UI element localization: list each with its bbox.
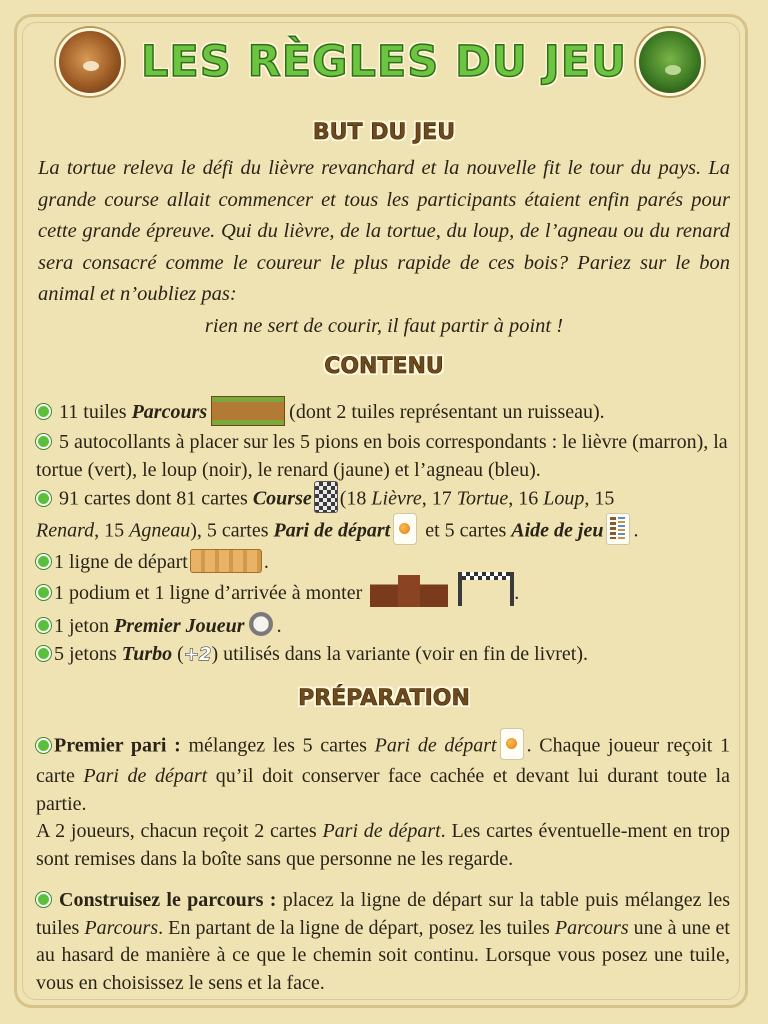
item-text: . xyxy=(514,582,520,605)
list-item xyxy=(36,576,736,611)
paragraph-text: mélangez les 5 cartes xyxy=(180,734,375,757)
item-italic: Loup xyxy=(543,488,585,510)
item-text: , 17 xyxy=(421,488,457,510)
item-text: ( xyxy=(172,642,184,665)
list-item xyxy=(36,484,736,548)
podium-icon xyxy=(370,575,448,607)
item-text: 1 ligne de départ xyxy=(54,551,188,574)
section-heading-but: BUT DU JEU xyxy=(312,120,456,145)
bullet-icon xyxy=(36,738,51,753)
item-italic: Tortue xyxy=(456,488,509,510)
item-bold: Turbo xyxy=(121,642,173,665)
item-text: 1 podium et 1 ligne d’arrivée à monter xyxy=(54,582,363,605)
preparation-paragraph xyxy=(36,731,730,818)
intro-last-line: rien ne sert de courir, il faut partir à point ! xyxy=(204,314,564,337)
paragraph-lead: Construisez le parcours : xyxy=(59,889,277,911)
paragraph-lead: Premier pari : xyxy=(54,734,181,757)
item-bold: Premier Joueur xyxy=(114,614,245,637)
item-bold: Pari de départ xyxy=(273,520,391,542)
list-item xyxy=(36,398,736,428)
paragraph-italic: Pari de départ xyxy=(83,765,208,787)
item-text: (18 xyxy=(339,488,372,510)
bullet-icon xyxy=(36,554,51,569)
help-card-icon xyxy=(606,513,630,545)
paragraph-text: qu’il doit conserver face cachée et devant lui durant toute la partie. xyxy=(36,765,730,815)
item-text: . xyxy=(633,520,639,542)
item-bold: Parcours xyxy=(131,401,208,423)
paragraph-text: . Les cartes éventuelle-ment en trop sont remises dans la boîte sans que personne ne les regarde. xyxy=(36,820,730,870)
item-text: , 15 xyxy=(584,488,615,510)
item-text: 5 jetons xyxy=(54,642,122,665)
item-italic: Renard xyxy=(36,520,95,542)
bullet-icon xyxy=(36,618,51,633)
item-text: (dont 2 tuiles représentant un ruisseau). xyxy=(289,401,605,423)
hare-portrait-icon xyxy=(56,28,124,96)
item-text: . xyxy=(263,551,269,574)
item-italic: Lièvre xyxy=(371,488,422,510)
item-italic: Agneau xyxy=(129,520,191,542)
item-bold: Aide de jeu xyxy=(511,520,604,542)
turbo-badge: +2 xyxy=(183,643,212,665)
item-text: ) utilisés dans la variante (voir en fin de livret). xyxy=(211,642,588,665)
paragraph-italic: Parcours xyxy=(84,916,159,939)
paragraph-text: . Chaque joueur reçoit 1 carte xyxy=(36,734,731,787)
paragraph-text: . En partant de la ligne de départ, posez les tuiles xyxy=(158,916,555,939)
paragraph-italic: Parcours xyxy=(554,916,629,939)
item-text: , 15 xyxy=(94,520,130,542)
item-text: 91 cartes dont 81 cartes xyxy=(59,488,253,510)
bullet-icon xyxy=(36,404,51,419)
item-text: 11 tuiles xyxy=(59,401,132,423)
page-title: LES RÈGLES DU JEU xyxy=(140,37,628,87)
bullet-icon xyxy=(36,585,51,600)
section-heading-preparation: PRÉPARATION xyxy=(298,686,470,711)
bet-card-icon xyxy=(500,728,524,760)
list-item xyxy=(36,640,736,669)
contents-list xyxy=(36,398,736,669)
list-item xyxy=(36,548,736,576)
bullet-icon xyxy=(36,434,51,449)
list-item xyxy=(36,612,736,640)
stopwatch-token-icon xyxy=(249,612,273,636)
bet-card-icon xyxy=(393,513,417,545)
paragraph-italic: Pari de départ xyxy=(322,820,441,842)
preparation-paragraph xyxy=(36,887,730,997)
paragraph-text: A 2 joueurs, chacun reçoit 2 cartes xyxy=(36,820,323,842)
list-item xyxy=(36,428,736,484)
item-text: 1 jeton xyxy=(54,614,114,637)
item-text: ), 5 cartes xyxy=(190,520,274,542)
item-text: , 16 xyxy=(508,488,544,510)
paragraph-text: placez la ligne de départ sur la table puis mélangez les tuiles xyxy=(36,889,730,939)
paragraph-italic: Pari de départ xyxy=(374,734,497,757)
bullet-icon xyxy=(36,646,51,661)
item-text: . xyxy=(276,614,282,637)
paragraph-text: une à une et au hasard de manière à ce que le chemin soit continu. Lorsque vous posez une tuile, vous en choisissez le sens et la face. xyxy=(36,916,730,994)
item-text: 5 autocollants à placer sur les 5 pions en bois correspondants : le lièvre (marron), la tortue (vert), le loup (noir), le renard (jaune) et l’agneau (bleu). xyxy=(36,431,728,482)
item-text: et 5 cartes xyxy=(420,520,512,542)
turtle-portrait-icon xyxy=(636,28,704,96)
preparation-paragraph xyxy=(36,818,730,873)
item-bold: Course xyxy=(252,488,312,510)
path-tile-icon xyxy=(211,396,285,426)
finish-line-icon xyxy=(458,572,514,606)
race-card-icon xyxy=(314,481,338,513)
bullet-icon xyxy=(36,892,51,907)
intro-text xyxy=(38,153,730,342)
bullet-icon xyxy=(36,491,51,506)
preparation-text xyxy=(36,731,730,997)
intro-paragraph: La tortue releva le défi du lièvre revanchard et la nouvelle fit le tour du pays. La grande course allait commencer et tous les participants étaient enfin parés pour cette grande épreuve. Qui du lièvre, de la tortue, du loup, de l’agneau ou du renard sera consacré comme le coureur le plus rapide de ces bois? Pariez sur le bon animal et n’oubliez pas: xyxy=(38,157,730,305)
start-line-icon xyxy=(190,549,262,573)
section-heading-contenu: CONTENU xyxy=(324,354,444,379)
